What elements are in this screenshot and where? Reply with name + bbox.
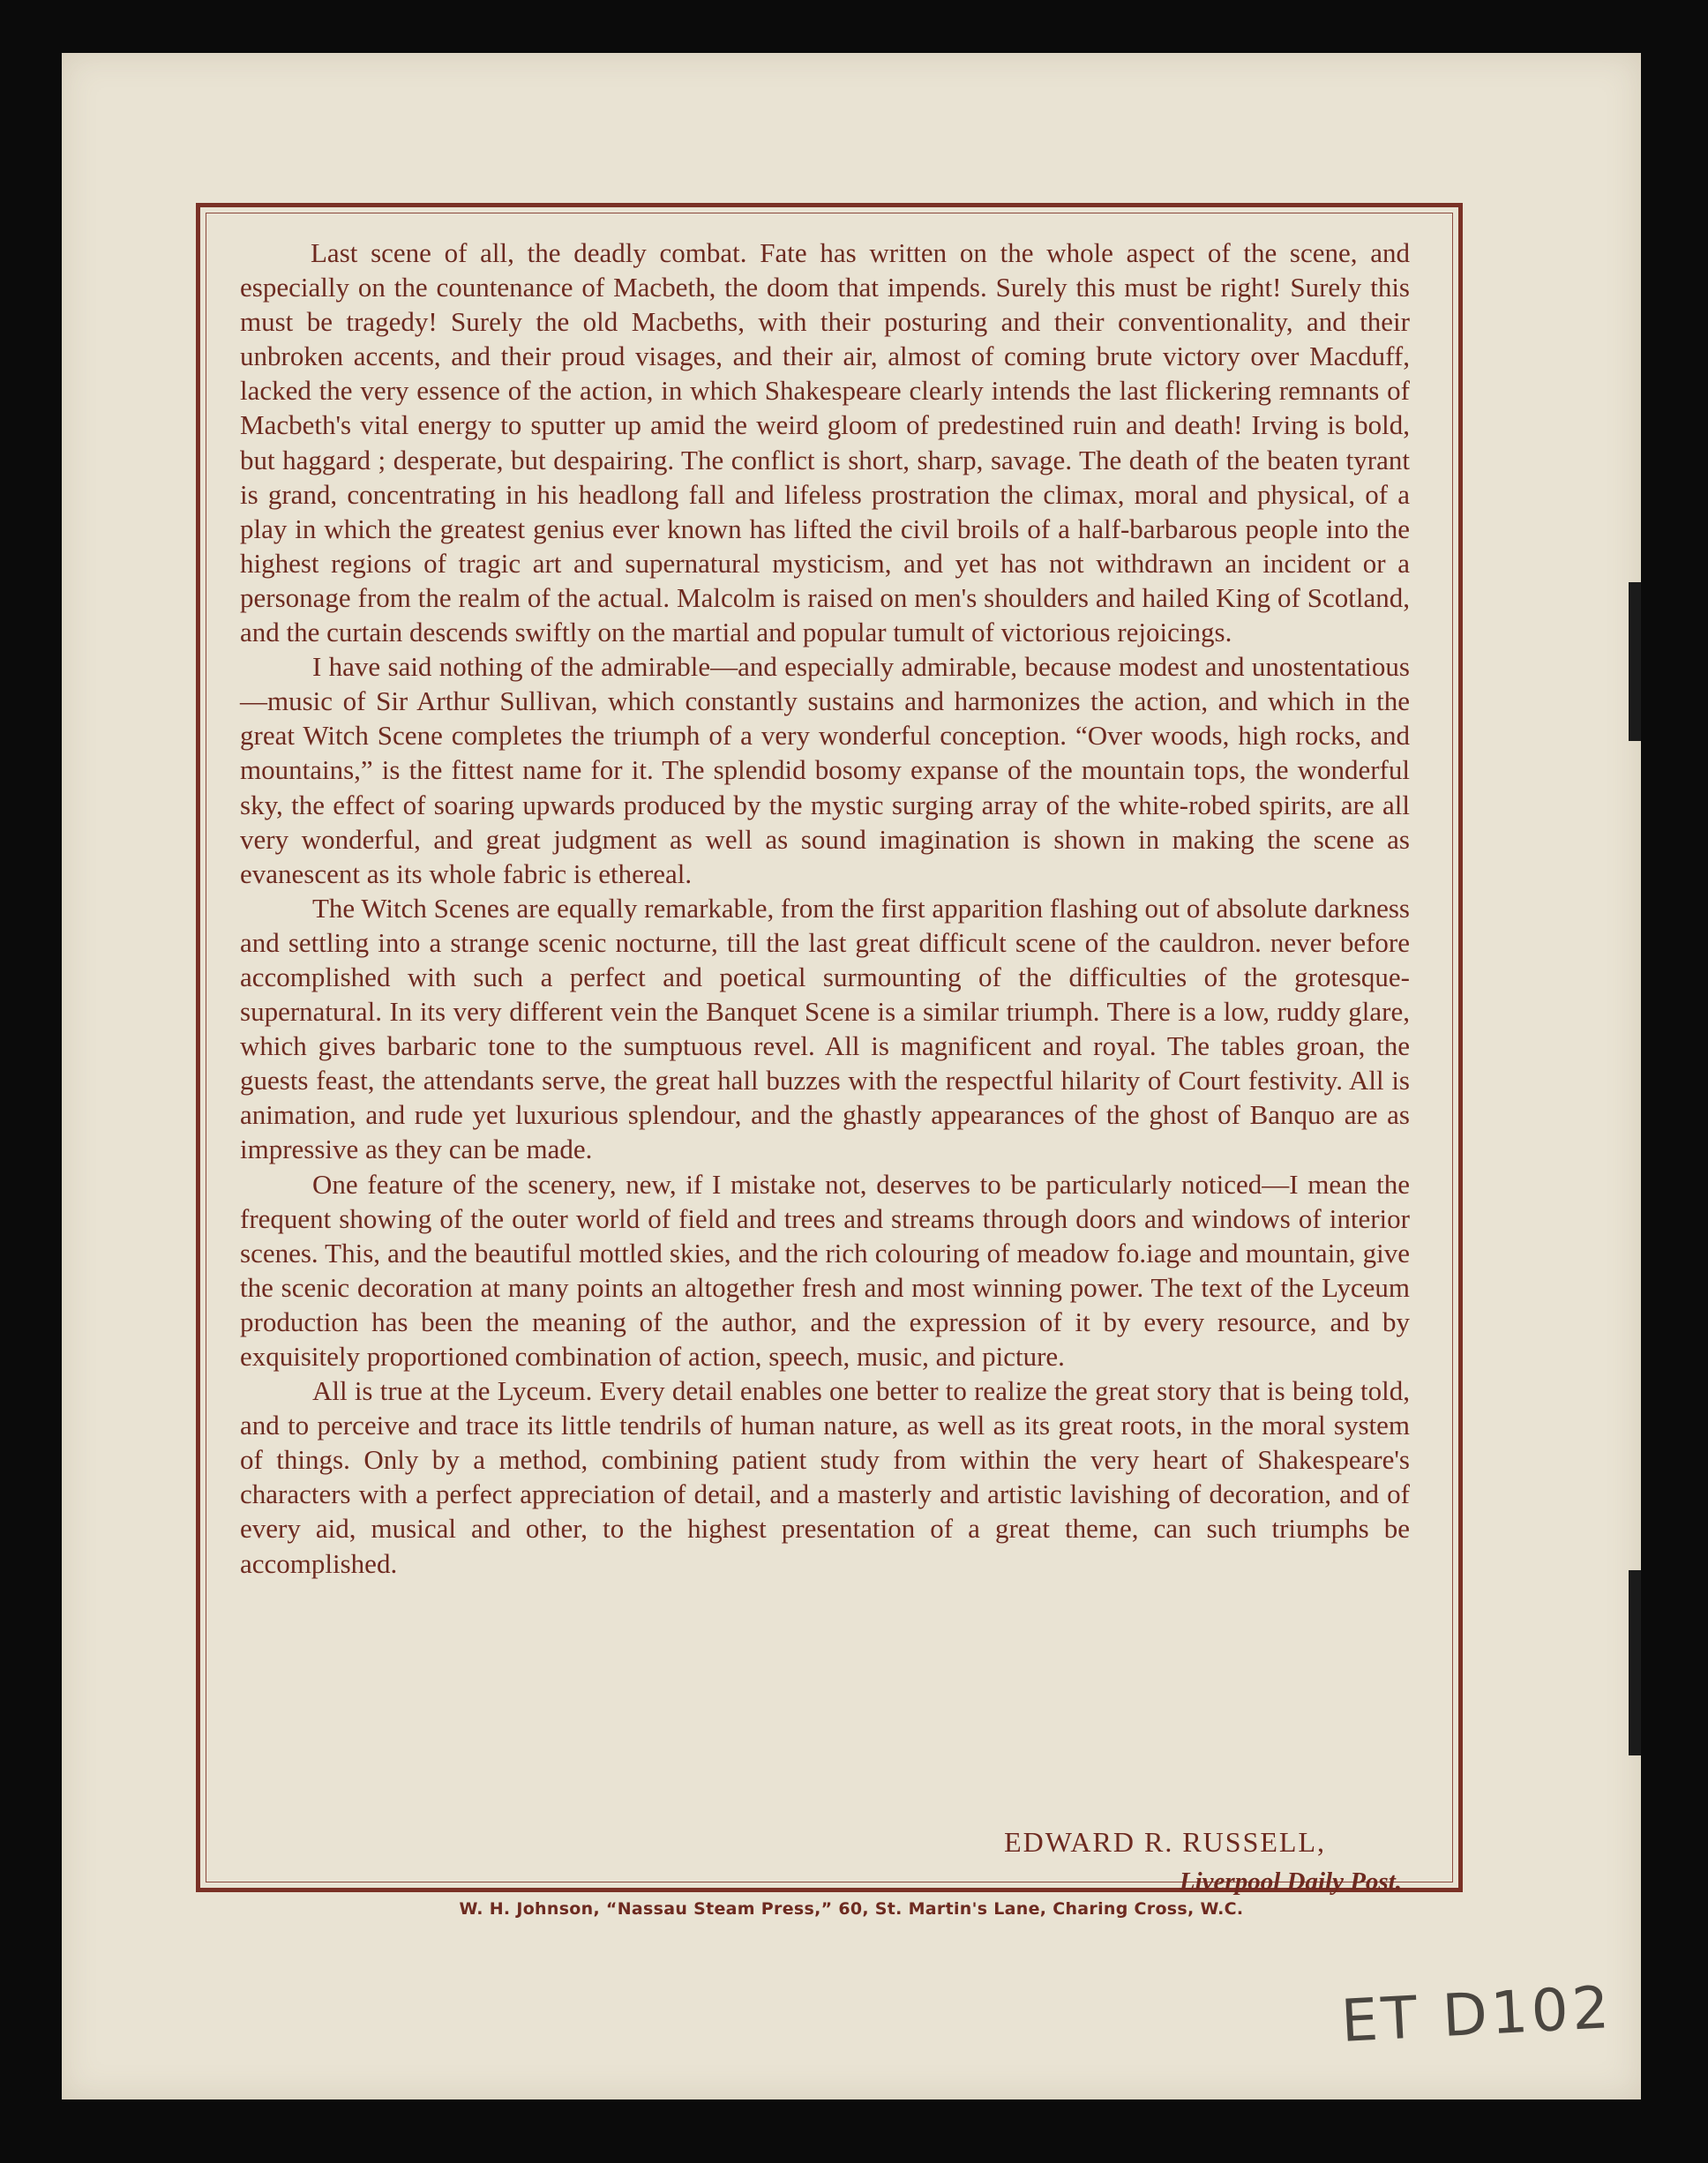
text-frame xyxy=(196,203,1463,1896)
binding-edge-lower xyxy=(1629,1570,1641,1755)
binding-edge xyxy=(1629,582,1641,741)
review-text xyxy=(240,236,1410,1581)
paragraph-5: All is true at the Lyceum. Every detail enables one better to realize the great story that is being told, and to perceive and trace its little tendrils of human nature, as well as its great roots, in the moral system of things. Only by a method, combining patient study from within the very heart of Shakespeare's characters with a perfect appreciation of detail, and a masterly and artistic lavishing of decoration, and of every aid, musical and other, to the highest presentation of a great theme, can such triumphs be accomplished. xyxy=(240,1375,1410,1579)
handwritten-shelfmark: ET D102 xyxy=(1339,1972,1614,2056)
author-signature: EDWARD R. RUSSELL, xyxy=(1004,1826,1326,1858)
document-page xyxy=(62,53,1641,2099)
paragraph-2: I have said nothing of the admirable—and especially admirable, because modest and unostentatious—music of Sir Arthur Sullivan, which constantly sustains and harmonizes the action, and which in the great Witch Scene completes the triumph of a very wonderful conception. “Over woods, high rocks, and mountains,” is the fittest name for it. The splendid bosomy expanse of the mountain tops, the wonderful sky, the effect of soaring upwards produced by the mystic surging array of the white-robed spirits, are all very wonderful, and great judgment as well as sound imagination is shown in making the scene as evanescent as its whole fabric is ethereal. xyxy=(240,651,1410,889)
printer-imprint: W. H. Johnson, “Nassau Steam Press,” 60, St. Martin's Lane, Charing Cross, W.C. xyxy=(459,1899,1244,1919)
paragraph-4: One feature of the scenery, new, if I mistake not, deserves to be particularly noticed—I mean the frequent showing of the outer world of field and trees and streams through doors and windows of interior scenes. This, and the beautiful mottled skies, and the rich colouring of meadow fo.iage and mountain, give the scenic decoration at many points an altogether fresh and most winning power. The text of the Lyceum production has been the meaning of the author, and the expression of it by every resource, and by exquisitely proportioned combination of action, speech, music, and picture. xyxy=(240,1168,1410,1372)
paragraph-3: The Witch Scenes are equally remarkable, from the first apparition flashing out of absolute darkness and settling into a strange scenic nocturne, till the last great difficult scene of the cauldron. never before accomplished with such a perfect and poetical surmounting of the difficulties of the grotesque-supernatural. In its very different vein the Banquet Scene is a similar triumph. There is a low, ruddy glare, which gives barbaric tone to the sumptuous revel. All is magnificent and royal. The tables groan, the guests feast, the attendants serve, the great hall buzzes with the respectful hilarity of Court festivity. All is animation, and rude yet luxurious splendour, and the ghastly appearances of the ghost of Banquo are as impressive as they can be made. xyxy=(240,892,1410,1165)
paragraph-1: Last scene of all, the deadly combat. Fate has written on the whole aspect of the scene, and especially on the countenance of Macbeth, the doom that impends. Surely this must be right! Surely this must be tragedy! Surely the old Macbeths, with their posturing and their conventionality, and their unbroken accents, and their proud visages, and their air, almost of coming brute victory over Macduff, lacked the very essence of the action, in which Shakespeare clearly intends the last flickering remnants of Macbeth's vital energy to sputter up amid the weird gloom of predestined ruin and death! Irving is bold, but haggard ; desperate, but despairing. The conflict is short, sharp, savage. The death of the beaten tyrant is grand, concentrating in his headlong fall and lifeless prostration the climax, moral and physical, of a play in which the greatest genius ever known has lifted the civil broils of a half-barbarous people into the highest regions of tragic art and supernatural mysticism, and yet has not withdrawn an incident or a personage from the realm of the actual. Malcolm is raised on men's shoulders and hailed King of Scotland, and the curtain descends swiftly on the martial and popular tumult of victorious rejoicings. xyxy=(240,237,1410,648)
publication-name: Liverpool Daily Post. xyxy=(1179,1867,1402,1896)
